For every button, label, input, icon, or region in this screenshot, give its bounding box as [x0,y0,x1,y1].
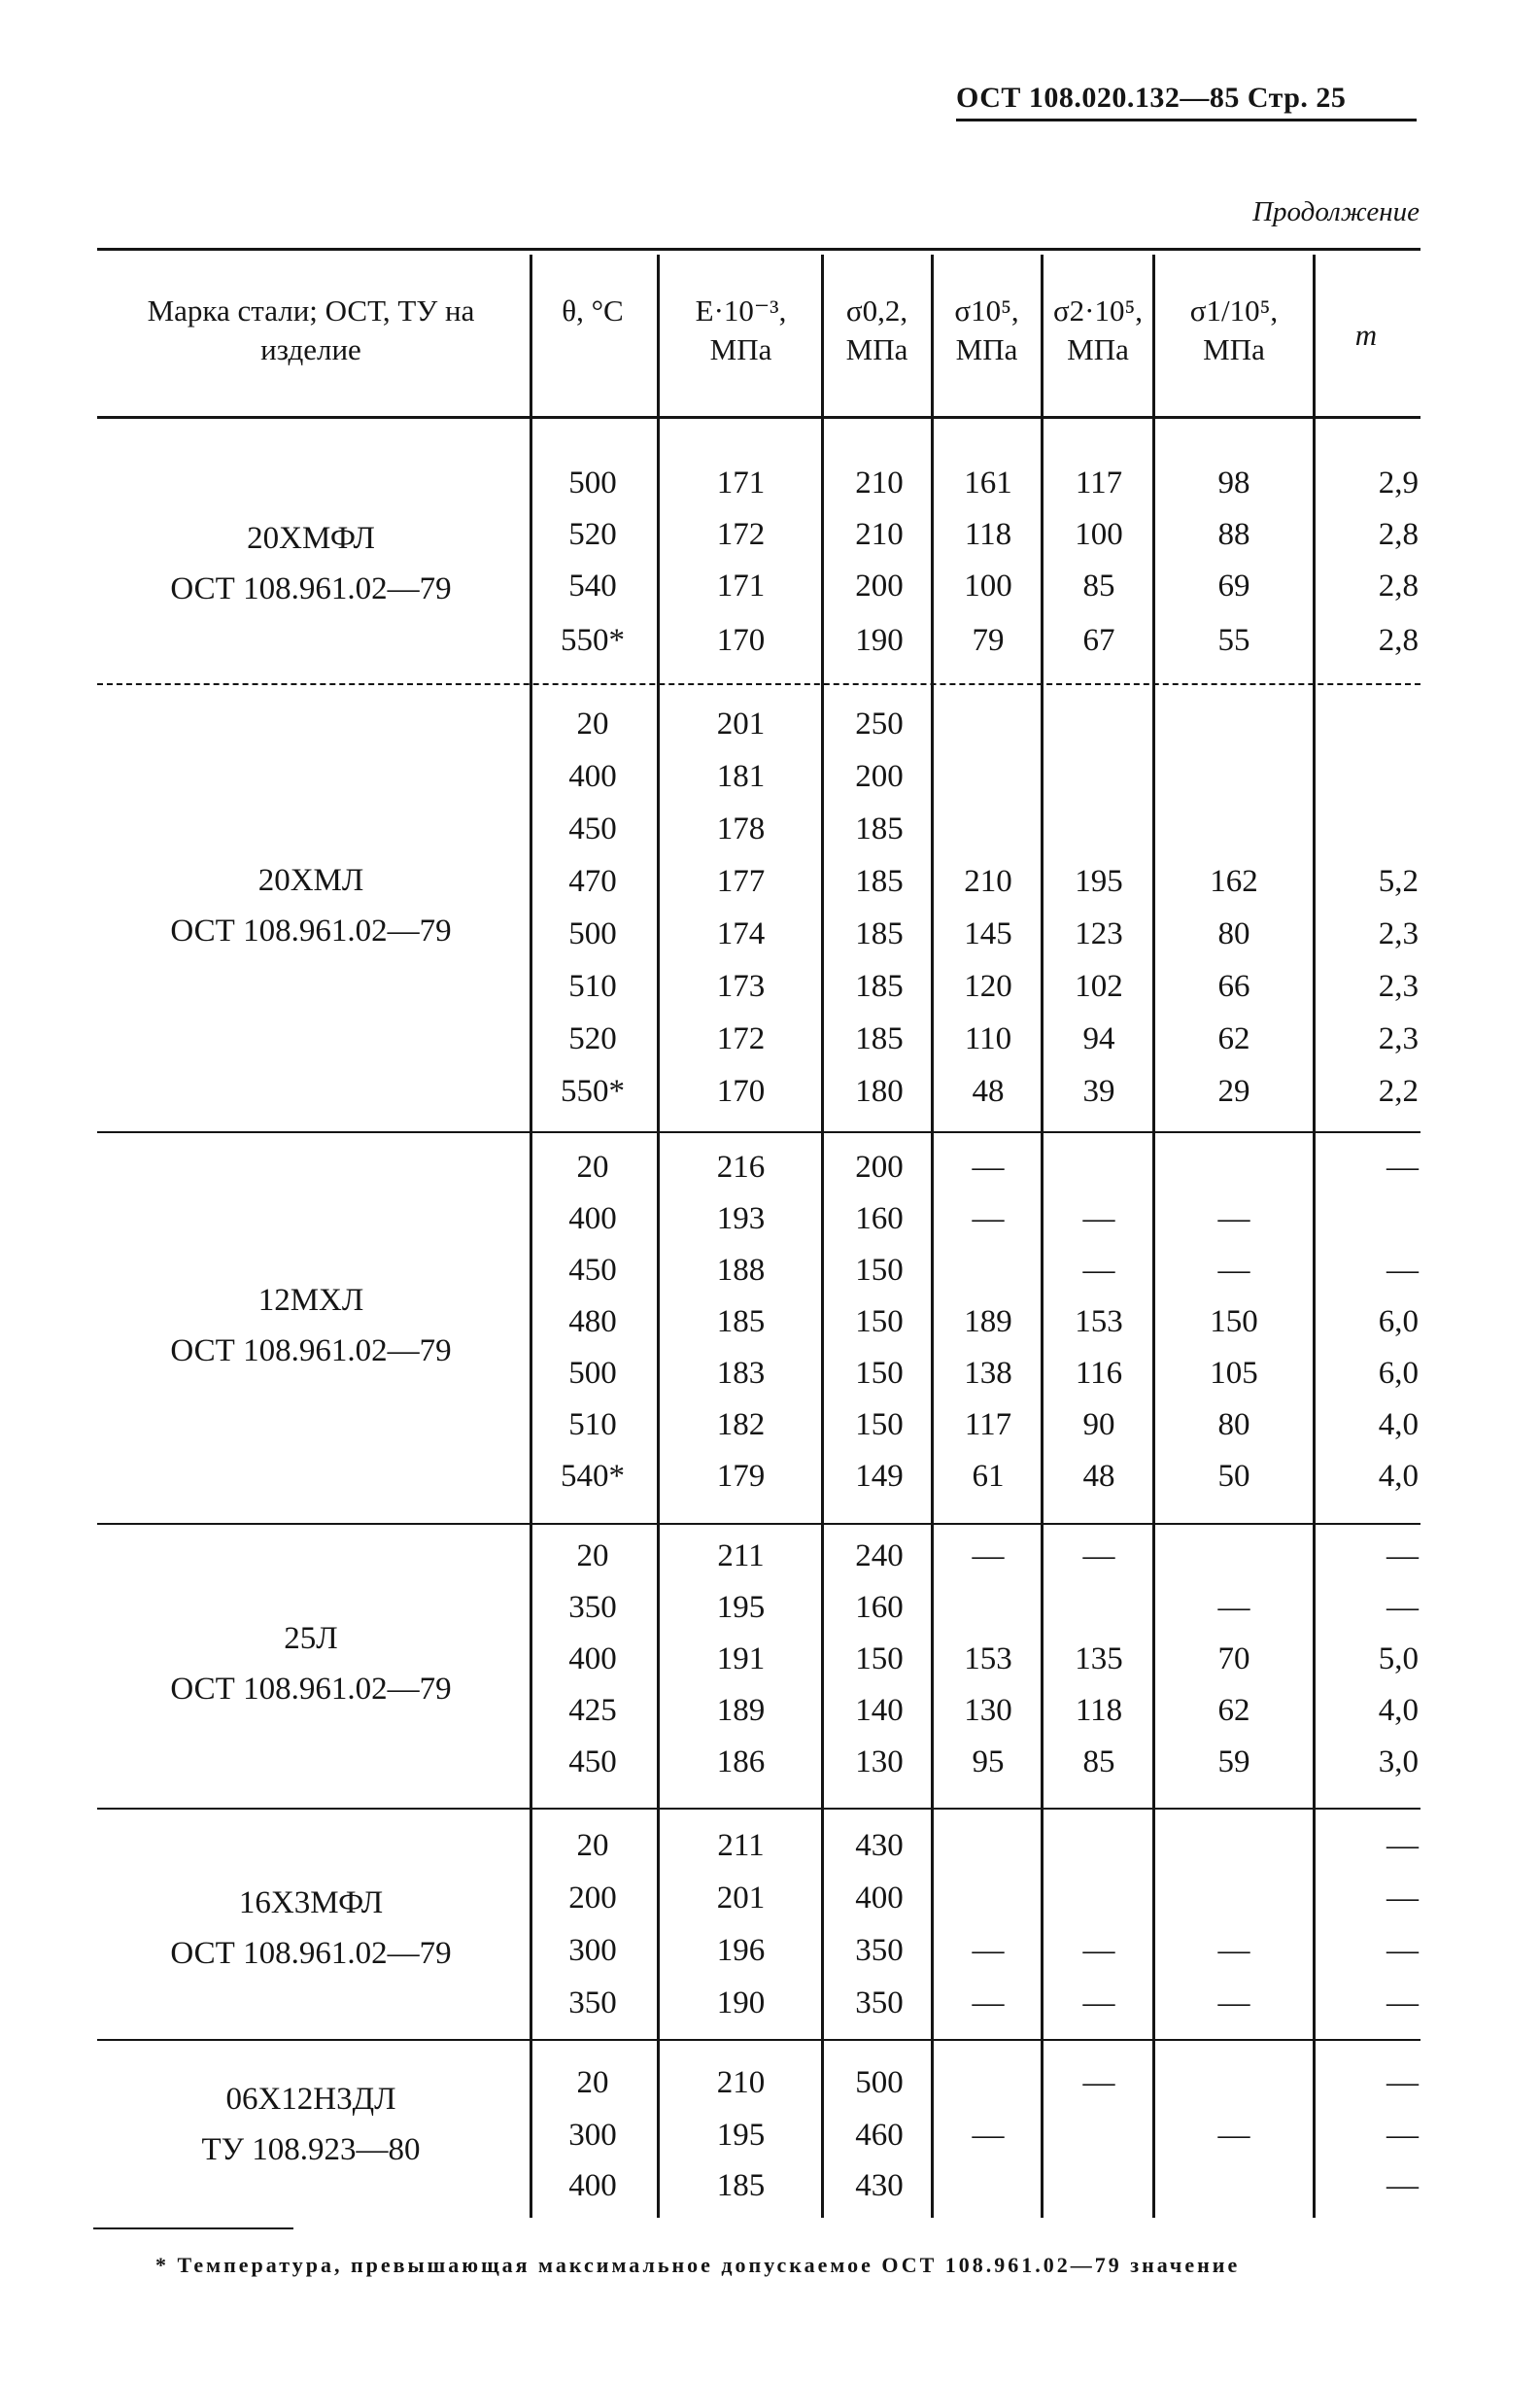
table-cell: 55 [1217,623,1250,658]
table-cell: — [1386,2118,1419,2153]
table-row [0,1069,1540,1114]
table-cell: 210 [716,2065,766,2100]
table-cell: 153 [964,1641,1012,1676]
table-cell: 48 [1082,1459,1115,1494]
table-row [0,1534,1540,1578]
table-cell: 520 [568,1021,617,1056]
table-cell: 161 [964,466,1012,501]
table-cell: 350 [855,1933,904,1968]
table-row [0,1823,1540,1868]
table-cell: 150 [855,1253,904,1288]
table-cell: — [1386,1881,1419,1916]
table-cell: — [1082,1933,1115,1968]
table-cell: — [1217,2118,1250,2153]
footnote: * Температура, превышающая максимальное допускаемое ОСТ 108.961.02—79 значение [155,2253,1241,2277]
table-cell: 500 [568,466,617,501]
table-cell: 2,8 [1378,517,1419,552]
table-cell: 174 [716,916,766,951]
header-modulus: E·10⁻³, МПа [695,293,787,366]
table-cell: 193 [716,1201,766,1236]
table-cell: 105 [1210,1356,1258,1391]
table-cell: 195 [716,1590,766,1625]
table-cell: 66 [1217,969,1250,1004]
header-yield-strength: σ0,2, МПа [845,293,908,366]
steel-grade: 20ХМЛ [257,863,364,898]
table-cell: 400 [568,1641,617,1676]
table-cell: 100 [1075,517,1123,552]
table-cell: 200 [855,569,904,604]
table-cell: 130 [964,1693,1012,1728]
page-header: ОСТ 108.020.132—85 Стр. 25 [956,82,1417,121]
table-cell: 118 [1075,1693,1123,1728]
steel-standard: ОСТ 108.961.02—79 [170,1333,452,1368]
table-cell: 200 [855,759,904,794]
table-row [0,1351,1540,1396]
table-cell: 195 [1075,864,1123,899]
steel-standard: ОСТ 108.961.02—79 [170,1936,452,1971]
table-row [0,618,1540,663]
group-divider [97,1131,1420,1133]
table-row [0,1299,1540,1344]
table-row [0,1402,1540,1447]
table-cell: 138 [964,1356,1012,1391]
group-divider [97,683,1420,685]
table-cell: — [972,1538,1005,1573]
table-cell: — [1386,1985,1419,2020]
table-cell: — [1217,1590,1250,1625]
table-cell: 150 [1210,1304,1258,1339]
table-cell: — [1217,1253,1250,1288]
table-cell: 173 [716,969,766,1004]
table-cell: — [1217,1933,1250,1968]
table-cell: 400 [568,1201,617,1236]
table-row [0,2113,1540,2158]
table-cell: 425 [568,1693,617,1728]
header-rupture-strength-2: σ2·10⁵, МПа [1052,293,1144,366]
header-grade: Марка стали; ОСТ, ТУ на изделие [147,293,475,366]
table-cell: — [1217,1985,1250,2020]
header-temperature: θ, °С [562,293,624,328]
table-cell: 450 [568,811,617,846]
table-row [0,964,1540,1009]
table-cell: 39 [1082,1074,1115,1109]
table-cell: 216 [716,1150,766,1185]
table-cell: — [1082,1985,1115,2020]
table-cell: 120 [964,969,1012,1004]
table-row [0,1248,1540,1293]
table-cell: 191 [716,1641,766,1676]
table-cell: 181 [716,759,766,794]
table-cell: 149 [855,1459,904,1494]
table-cell: 540 [568,569,617,604]
table-cell: 178 [716,811,766,846]
table-cell: 6,0 [1378,1304,1419,1339]
table-cell: 450 [568,1253,617,1288]
steel-grade: 20ХМФЛ [247,521,375,556]
table-cell: 150 [855,1356,904,1391]
table-cell: 2,9 [1378,466,1419,501]
table-row [0,1740,1540,1784]
table-cell: 116 [1075,1356,1123,1391]
table-cell: 20 [576,1538,609,1573]
table-row [0,754,1540,799]
table-row [0,807,1540,851]
table-cell: 210 [855,517,904,552]
table-cell: 210 [855,466,904,501]
table-row [0,461,1540,505]
steel-standard: ТУ 108.923—80 [201,2132,421,2167]
table-cell: 4,0 [1378,1407,1419,1442]
table-cell: 520 [568,517,617,552]
footnote-separator [93,2227,293,2229]
table-cell: 150 [855,1407,904,1442]
table-cell: 5,0 [1378,1641,1419,1676]
table-cell: 450 [568,1744,617,1779]
table-cell: 20 [576,2065,609,2100]
table-cell: 350 [855,1985,904,2020]
table-cell: 186 [716,1744,766,1779]
table-cell: 5,2 [1378,864,1419,899]
table-cell: 61 [972,1459,1005,1494]
table-cell: 48 [972,1074,1005,1109]
table-row [0,1017,1540,1061]
table-row [0,1876,1540,1920]
header-m: m [1354,318,1378,352]
table-cell: 500 [855,2065,904,2100]
table-cell: 189 [964,1304,1012,1339]
table-cell: 182 [716,1407,766,1442]
table-row [0,564,1540,608]
table-cell: 117 [1075,466,1123,501]
table-cell: 510 [568,1407,617,1442]
table-row [0,1454,1540,1499]
table-cell: 2,3 [1378,1021,1419,1056]
table-cell: 185 [855,969,904,1004]
table-cell: 88 [1217,517,1250,552]
table-cell: 90 [1082,1407,1115,1442]
table-row [0,1688,1540,1733]
table-cell: 185 [716,1304,766,1339]
table-cell: 29 [1217,1074,1250,1109]
table-cell: 500 [568,1356,617,1391]
table-cell: 20 [576,1150,609,1185]
table-cell: 510 [568,969,617,1004]
table-cell: 70 [1217,1641,1250,1676]
table-row [0,1981,1540,2025]
table-row [0,702,1540,746]
table-row [0,1928,1540,1973]
table-cell: — [1386,1828,1419,1863]
table-cell: 183 [716,1356,766,1391]
table-cell: 170 [716,623,766,658]
table-cell: 2,8 [1378,569,1419,604]
table-cell: — [972,1933,1005,1968]
table-cell: — [1082,1201,1115,1236]
table-cell: 350 [568,1590,617,1625]
table-cell: 160 [855,1201,904,1236]
table-cell: 540* [561,1459,625,1494]
table-cell: 185 [855,916,904,951]
table-cell: 85 [1082,1744,1115,1779]
table-cell: 59 [1217,1744,1250,1779]
table-cell: 211 [717,1828,765,1863]
table-cell: — [1386,2065,1419,2100]
table-cell: 250 [855,707,904,742]
table-cell: — [972,2118,1005,2153]
table-cell: 94 [1082,1021,1115,1056]
table-cell: 460 [855,2118,904,2153]
table-cell: 201 [716,707,766,742]
table-cell: 162 [1210,864,1258,899]
table-cell: — [1082,1253,1115,1288]
table-cell: 185 [855,811,904,846]
table-cell: 145 [964,916,1012,951]
table-row [0,2060,1540,2105]
table-cell: 430 [855,1828,904,1863]
table-cell: 189 [716,1693,766,1728]
table-cell: — [1386,1590,1419,1625]
table-cell: — [1217,1201,1250,1236]
table-cell: — [1386,2168,1419,2203]
table-cell: 350 [568,1985,617,2020]
table-cell: 62 [1217,1021,1250,1056]
table-cell: 20 [576,707,609,742]
table-cell: 180 [855,1074,904,1109]
table-row [0,912,1540,956]
table-cell: — [1082,1538,1115,1573]
table-cell: 102 [1075,969,1123,1004]
table-cell: — [972,1150,1005,1185]
table-row [0,1145,1540,1190]
table-cell: 2,3 [1378,916,1419,951]
table-cell: 550* [561,1074,625,1109]
table-cell: 4,0 [1378,1459,1419,1494]
steel-standard: ОСТ 108.961.02—79 [170,1672,452,1707]
table-cell: 2,3 [1378,969,1419,1004]
table-cell: 185 [716,2168,766,2203]
table-cell: 69 [1217,569,1250,604]
table-cell: 150 [855,1304,904,1339]
group-divider [97,2039,1420,2041]
table-cell: 130 [855,1744,904,1779]
table-cell: 160 [855,1590,904,1625]
table-row [0,859,1540,904]
table-cell: 550* [561,623,625,658]
table-cell: 67 [1082,623,1115,658]
header-creep-limit: σ1/10⁵, МПа [1189,293,1279,366]
steel-standard: ОСТ 108.961.02—79 [170,571,452,606]
table-cell: 140 [855,1693,904,1728]
table-cell: 179 [716,1459,766,1494]
table-cell: 200 [855,1150,904,1185]
table-cell: 190 [716,1985,766,2020]
table-cell: 480 [568,1304,617,1339]
table-cell: 210 [964,864,1012,899]
table-cell: 240 [855,1538,904,1573]
table-cell: 400 [855,1881,904,1916]
table-cell: 400 [568,2168,617,2203]
table-cell: 62 [1217,1693,1250,1728]
table-row [0,1585,1540,1630]
continuation-label: Продолжение [1252,196,1420,227]
table-cell: 117 [964,1407,1012,1442]
table-cell: 85 [1082,569,1115,604]
table-cell: 118 [964,517,1012,552]
table-cell: 150 [855,1641,904,1676]
table-cell: 80 [1217,1407,1250,1442]
table-cell: 400 [568,759,617,794]
table-cell: 123 [1075,916,1123,951]
table-cell: 300 [568,1933,617,1968]
table-cell: 171 [716,466,766,501]
table-cell: — [1386,1150,1419,1185]
table-cell: 170 [716,1074,766,1109]
table-cell: 188 [716,1253,766,1288]
steel-grade: 06Х12Н3ДЛ [225,2082,396,2117]
table-cell: 3,0 [1378,1744,1419,1779]
steel-grade: 25Л [284,1621,338,1656]
table-cell: 211 [717,1538,765,1573]
table-row [0,1637,1540,1681]
group-divider [97,1808,1420,1810]
table-cell: 185 [855,864,904,899]
steel-standard: ОСТ 108.961.02—79 [170,914,452,949]
table-row [0,1196,1540,1241]
table-cell: 110 [964,1021,1012,1056]
table-cell: 4,0 [1378,1693,1419,1728]
table-row [0,512,1540,557]
table-cell: 196 [716,1933,766,1968]
table-cell: — [1386,1538,1419,1573]
table-cell: 135 [1075,1641,1123,1676]
table-cell: 80 [1217,916,1250,951]
table-cell: 153 [1075,1304,1123,1339]
header-bottom-border [97,416,1420,419]
table-row [0,2163,1540,2208]
steel-grade: 16Х3МФЛ [238,1885,384,1920]
table-cell: — [972,1985,1005,2020]
table-cell: 2,8 [1378,623,1419,658]
table-cell: 2,2 [1378,1074,1419,1109]
group-divider [97,1523,1420,1525]
table-cell: 172 [716,517,766,552]
table-cell: 300 [568,2118,617,2153]
table-cell: 98 [1217,466,1250,501]
steel-grade: 12МХЛ [257,1283,364,1318]
table-cell: 171 [716,569,766,604]
table-cell: — [1082,2065,1115,2100]
table-cell: 200 [568,1881,617,1916]
header-rupture-strength: σ10⁵, МПа [954,293,1019,366]
table-cell: 500 [568,916,617,951]
table-cell: 177 [716,864,766,899]
table-cell: 430 [855,2168,904,2203]
table-cell: 195 [716,2118,766,2153]
table-cell: 95 [972,1744,1005,1779]
table-cell: — [972,1201,1005,1236]
table-cell: — [1386,1253,1419,1288]
table-cell: 20 [576,1828,609,1863]
table-cell: 50 [1217,1459,1250,1494]
table-cell: 470 [568,864,617,899]
table-cell: 190 [855,623,904,658]
table-cell: 172 [716,1021,766,1056]
table-cell: 6,0 [1378,1356,1419,1391]
table-cell: 201 [716,1881,766,1916]
table-cell: — [1386,1933,1419,1968]
table-cell: 79 [972,623,1005,658]
table-cell: 100 [964,569,1012,604]
table-cell: 185 [855,1021,904,1056]
table-top-border [97,248,1420,251]
